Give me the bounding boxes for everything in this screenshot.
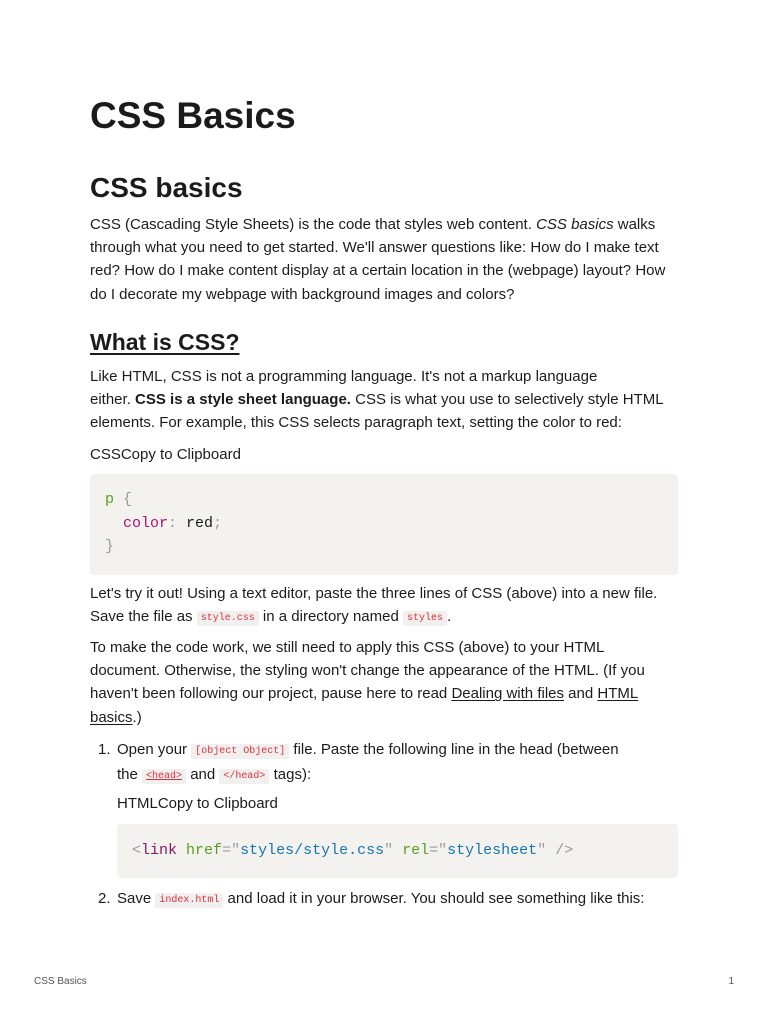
code-label-css: CSSCopy to Clipboard xyxy=(90,446,241,463)
inline-code-head-open: <head> xyxy=(142,769,186,784)
footer-title: CSS Basics xyxy=(34,976,87,987)
inline-code-style-css: style.css xyxy=(197,611,259,626)
code-line-1: p { xyxy=(105,491,133,508)
inline-code-index-html-2: index.html xyxy=(155,893,223,908)
section-heading-css-basics: CSS basics xyxy=(90,172,243,203)
try-it-paragraph: Let's try it out! Using a text editor, paste the three lines of CSS (above) into a new file. Save the file as style.css in a directory named styles . xyxy=(90,585,658,626)
link-html-basics[interactable]: HTML basics xyxy=(90,685,639,726)
inline-code-styles: styles xyxy=(403,611,447,626)
intro-paragraph: CSS (Cascading Style Sheets) is the code that styles web content. CSS basics walks through what you need to get started. We'll answer questions like: How do I make text red? How do I make content display at a certain location in the (webpage) layout? How do I decorate my webpage with background images and colors? xyxy=(90,216,666,303)
section-heading-what-is-css: What is CSS? xyxy=(90,329,240,355)
page-number: 1 xyxy=(728,976,734,987)
inline-code-head-close: </head> xyxy=(219,769,269,784)
strong-style-sheet-language: CSS is a style sheet language. xyxy=(135,391,351,409)
apply-css-paragraph: To make the code work, we still need to apply this CSS (above) to your HTML document. Otherwise, the styling won't change the appearance of the HTML. (If you haven't been following our project, pause here to read Dealing with files and HTML basics.) xyxy=(90,639,645,726)
css-code-block[interactable] xyxy=(90,474,678,575)
code-line-link: <link href="styles/style.css" rel="stylesheet" /> xyxy=(132,842,574,859)
code-line-2: color: red; xyxy=(123,514,223,532)
code-line-3: } xyxy=(105,538,115,555)
emphasis-css-basics: CSS basics xyxy=(536,216,614,233)
link-dealing-with-files[interactable]: Dealing with files xyxy=(451,685,564,703)
what-is-css-paragraph: Like HTML, CSS is not a programming language. It's not a markup language either. CSS is a style sheet language. CSS is what you use to selectively style HTML elements. For example, this CSS selects paragraph text, setting the color to red: xyxy=(90,368,664,432)
code-label-html: HTMLCopy to Clipboard xyxy=(117,795,278,812)
html-code-block[interactable] xyxy=(117,824,678,878)
inline-code-index-html: [object Object] xyxy=(191,744,289,759)
page-title: CSS Basics xyxy=(90,95,296,136)
